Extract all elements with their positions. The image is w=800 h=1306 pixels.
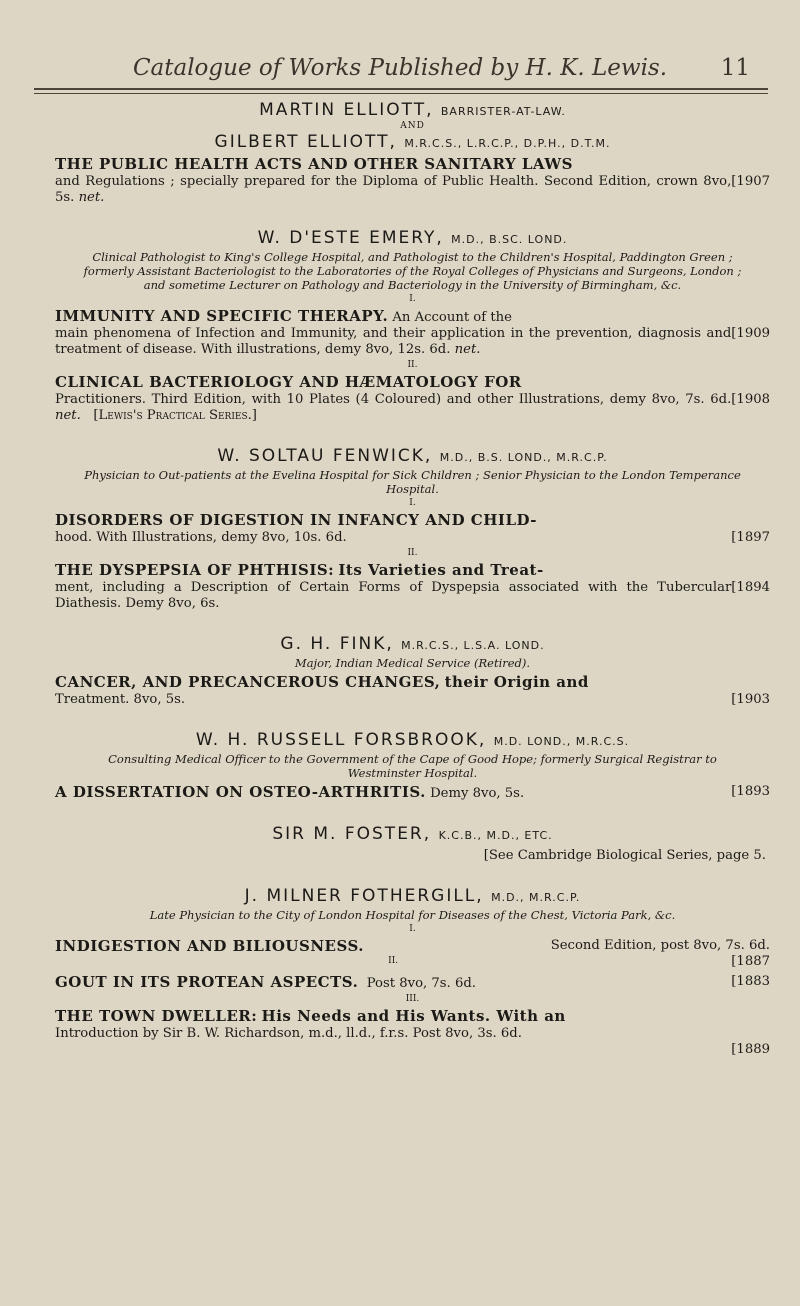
entry-forsbrook — [55, 730, 770, 802]
work-description: Introduction by Sir B. W. Richardson, m.d., ll.d., f.r.s. Post 8vo, 3s. 6d. — [55, 1026, 522, 1041]
work-item — [55, 512, 770, 546]
work-description: main phenomena of Infection and Immunity, and their application in the prevention, diagnosis and treatment of disease. With illustrations, demy 8vo, 12s. 6d. — [55, 326, 732, 357]
work-number: II. — [407, 360, 418, 370]
work-item — [55, 374, 770, 424]
work-title: DISORDERS OF DIGESTION IN INFANCY AND CHILD- — [55, 511, 537, 529]
work-description: Practitioners. Third Edition, with 10 Plates (4 Coloured) and other Illustrations, demy 8vo, 7s. 6d. — [55, 392, 732, 407]
entry-fink — [55, 634, 770, 708]
net-label: net. — [55, 408, 81, 423]
entry-elliott — [55, 100, 770, 206]
work-title-rest: their Origin and — [444, 673, 589, 691]
work-description: ment, including a Description of Certain Forms of Dyspepsia associated with the Tubercular Diathesis. Demy 8vo, 6s. — [55, 580, 732, 611]
work-year: [1907 — [731, 174, 770, 189]
author-name-2: GILBERT ELLIOTT, — [214, 132, 397, 152]
work-year: [1897 — [731, 530, 770, 545]
work-title: INDIGESTION AND BILIOUSNESS. — [55, 937, 364, 955]
work-title-rest: An Account of the — [392, 310, 512, 325]
running-header — [30, 55, 770, 81]
work-description: hood. With Illustrations, demy 8vo, 10s. 6d. — [55, 530, 347, 545]
work-title: CANCER, AND PRECANCEROUS CHANGES, — [55, 673, 441, 691]
author-name: G. H. FINK, — [280, 634, 394, 654]
work-item — [55, 308, 770, 358]
series-label: [Lewis's Practical Series.] — [93, 408, 257, 423]
catalogue-entries — [55, 100, 770, 1080]
entry-fothergill — [55, 886, 770, 1058]
author-degrees: K.C.B., M.D., ETC. — [438, 829, 553, 842]
work-title: GOUT IN ITS PROTEAN ASPECTS. — [55, 973, 359, 991]
author-name: W. D'ESTE EMERY, — [257, 228, 444, 248]
author-name: SIR M. FOSTER, — [272, 824, 432, 844]
author-degrees: M.D., M.R.C.P. — [491, 891, 581, 904]
work-title: IMMUNITY AND SPECIFIC THERAPY. — [55, 307, 389, 325]
work-year: [1883 — [731, 974, 770, 989]
author-name: W. H. RUSSELL FORSBROOK, — [195, 730, 487, 750]
work-item — [55, 938, 770, 970]
page-number: 11 — [720, 55, 750, 81]
net-label: net. — [454, 342, 481, 357]
header-rule — [34, 88, 768, 90]
work-year: [1889 — [731, 1042, 770, 1057]
author-degrees: M.D., B.S. LOND., M.R.C.P. — [439, 451, 608, 464]
cross-reference-note: [See Cambridge Biological Series, page 5. — [483, 848, 766, 863]
author-name: W. SOLTAU FENWICK, — [217, 446, 433, 466]
author-credentials: Physician to Out-patients at the Evelina Hospital for Sick Children ; Senior Physician to the London Temperance Hospital. — [84, 468, 741, 496]
work-number: II. — [388, 956, 399, 966]
author-credentials: Clinical Pathologist to King's College Hospital, and Pathologist to the Children's Hospital, Paddington Green ; formerly Assistant Bacteriologist to the Laboratories of the Royal Colleges of Physicians and Surgeons, London ; and sometime Lecturer on Pathology and Bacteriology in the University of Birmingham, &c. — [83, 250, 742, 292]
work-title: THE TOWN DWELLER: — [55, 1007, 258, 1025]
work-year: [1909 — [731, 326, 770, 341]
author-degrees: BARRISTER-AT-LAW. — [440, 105, 566, 118]
work-item — [55, 674, 770, 708]
work-number: II. — [407, 548, 418, 558]
work-title-rest: His Needs and His Wants. With an — [261, 1007, 566, 1025]
work-description: Treatment. 8vo, 5s. — [55, 692, 186, 707]
work-description: Post 8vo, 7s. 6d. — [366, 976, 476, 991]
work-item — [55, 1008, 770, 1058]
author-credentials: Major, Indian Medical Service (Retired). — [294, 656, 531, 670]
work-description: Second Edition, post 8vo, 7s. 6d. — [550, 938, 770, 953]
work-description: Demy 8vo, 5s. — [430, 786, 525, 801]
work-year: [1893 — [731, 784, 770, 799]
author-degrees-2: M.R.C.S., L.R.C.P., D.P.H., D.T.M. — [404, 137, 611, 150]
header-rule-thin — [34, 93, 768, 94]
work-item — [55, 156, 770, 206]
work-year: [1908 — [731, 392, 770, 407]
work-title: THE DYSPEPSIA OF PHTHISIS: — [55, 561, 335, 579]
author-credentials: Late Physician to the City of London Hospital for Diseases of the Chest, Victoria Park, &c. — [149, 908, 676, 922]
entry-fenwick — [55, 446, 770, 612]
work-year: [1903 — [731, 692, 770, 707]
work-item — [55, 784, 770, 802]
net-label: net. — [78, 190, 105, 205]
work-item — [55, 974, 770, 992]
entry-emery — [55, 228, 770, 424]
cross-reference — [55, 848, 770, 864]
header-title: Catalogue of Works Published by H. K. Lewis. — [132, 55, 668, 81]
author-degrees: M.D., B.SC. LOND. — [451, 233, 568, 246]
author-degrees: M.R.C.S., L.S.A. LOND. — [401, 639, 545, 652]
entry-foster — [55, 824, 770, 864]
work-item — [55, 562, 770, 612]
work-title: CLINICAL BACTERIOLOGY AND HÆMATOLOGY FOR — [55, 373, 522, 391]
author-credentials: Consulting Medical Officer to the Government of the Cape of Good Hope; formerly Surgical Registrar to Westminster Hospital. — [108, 752, 717, 780]
author-name: J. MILNER FOTHERGILL, — [244, 886, 484, 906]
work-number: I. — [409, 924, 416, 934]
work-title-rest: Its Varieties and Treat- — [338, 561, 544, 579]
work-description: and Regulations ; specially prepared for the Diploma of Public Health. Second Edition, crown 8vo, 5s. — [55, 174, 732, 205]
author-degrees: M.D. LOND., M.R.C.S. — [493, 735, 630, 748]
work-number: III. — [405, 994, 420, 1004]
work-number: I. — [409, 498, 416, 508]
work-year: [1894 — [731, 580, 770, 595]
work-title: A DISSERTATION ON OSTEO-ARTHRITIS. — [55, 783, 426, 801]
work-number: I. — [409, 294, 416, 304]
work-year: [1887 — [731, 954, 770, 969]
work-title: THE PUBLIC HEALTH ACTS AND OTHER SANITARY LAWS — [55, 155, 573, 173]
and-separator: AND — [400, 121, 425, 131]
author-name: MARTIN ELLIOTT, — [259, 100, 434, 120]
